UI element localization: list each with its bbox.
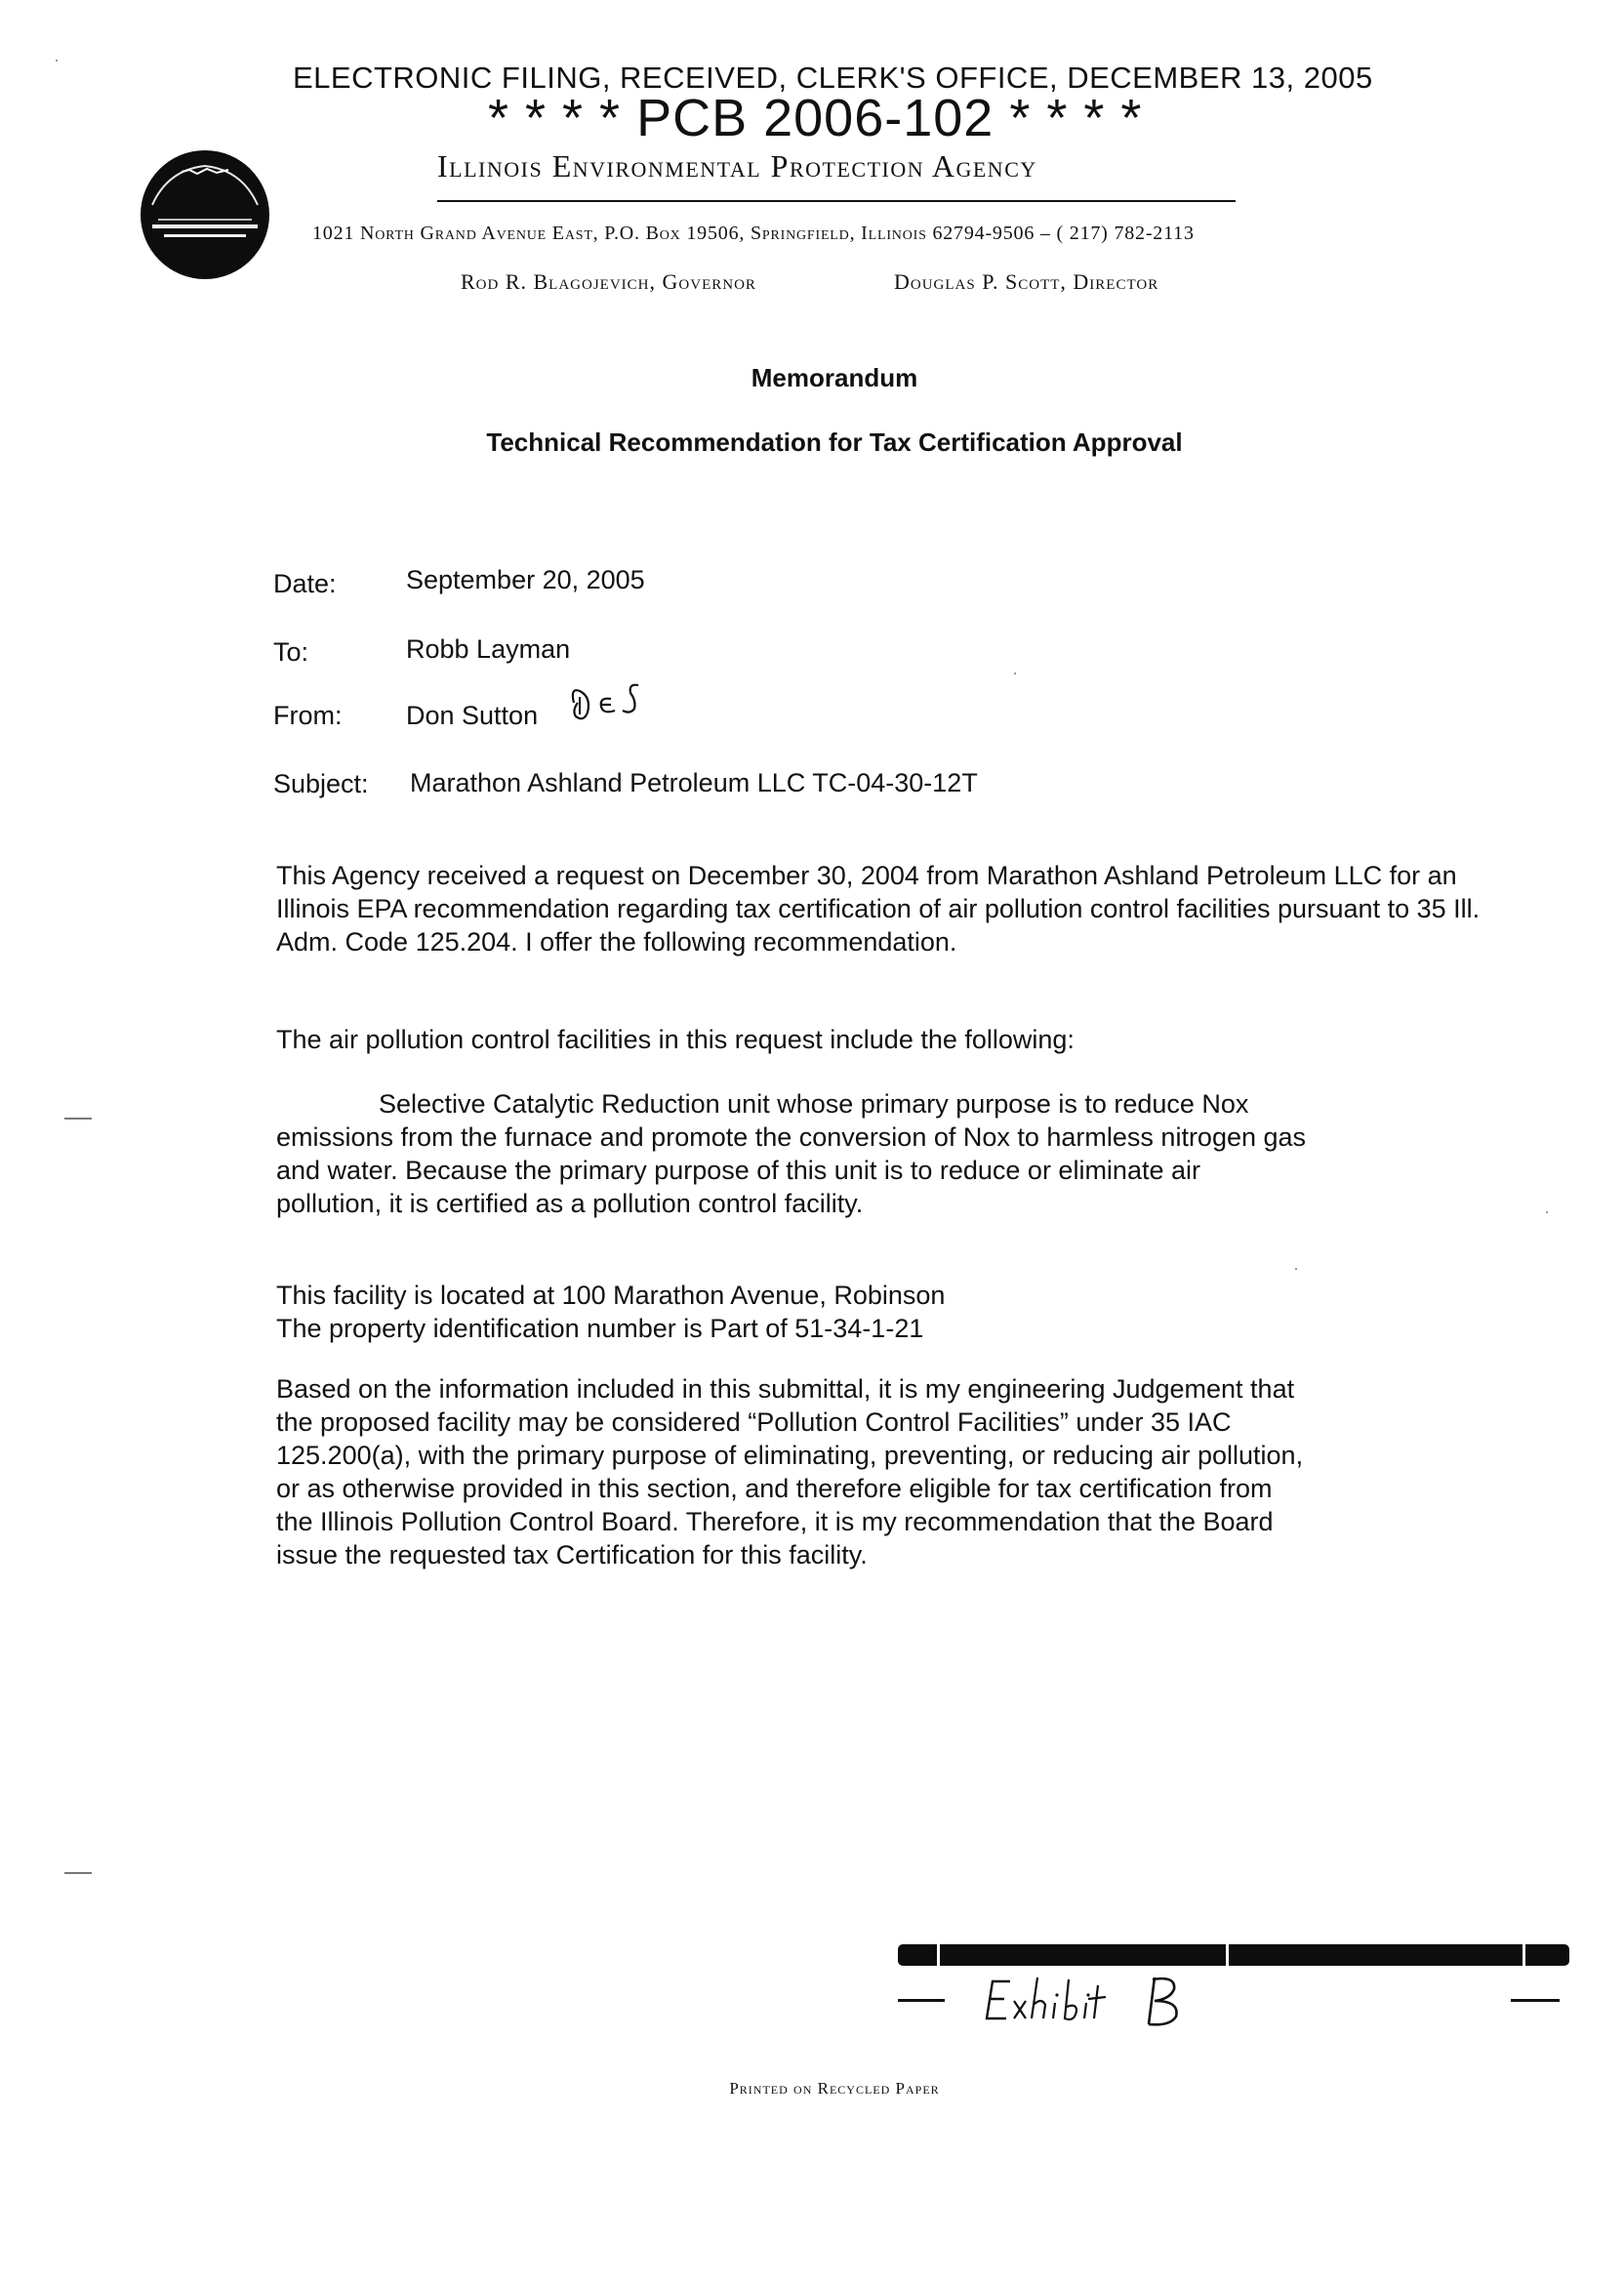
- paragraph-line: The property identification number is Part of 51-34-1-21: [276, 1314, 924, 1343]
- memo-title: Memorandum: [751, 363, 918, 392]
- handwritten-exhibit-label: [981, 1968, 1205, 2036]
- paragraph-line: issue the requested tax Certification for this facility.: [276, 1540, 868, 1569]
- paragraph-recommendation: [276, 1372, 1624, 1571]
- paragraph-line: 125.200(a), with the primary purpose of eliminating, preventing, or reducing air pollution,: [276, 1441, 1304, 1470]
- handwritten-initials: [566, 673, 654, 736]
- paragraph-facilities-intro: The air pollution control facilities in this request include the following:: [276, 1025, 1075, 1054]
- governor-name: Rod R. Blagojevich, Governor: [461, 269, 756, 294]
- agency-name: Illinois Environmental Protection Agency: [437, 148, 1037, 183]
- director-name: Douglas P. Scott, Director: [894, 269, 1159, 294]
- paragraph-line: the Illinois Pollution Control Board. Therefore, it is my recommendation that the Board: [276, 1507, 1274, 1536]
- agency-address: 1021 North Grand Avenue East, P.O. Box 19506, Springfield, Illinois 62794-9506 – ( 217) 782-2113: [312, 223, 1195, 244]
- recycled-paper-note: Printed on Recycled Paper: [729, 2079, 940, 2098]
- subject-value: Marathon Ashland Petroleum LLC TC-04-30-12T: [410, 768, 978, 797]
- letterhead-divider: [437, 200, 1236, 202]
- paragraph-line: pollution, it is certified as a pollution control facility.: [276, 1189, 864, 1218]
- paragraph-line: This Agency received a request on December 30, 2004 from Marathon Ashland Petroleum LLC for an: [276, 861, 1457, 890]
- paragraph-request: [276, 859, 1624, 958]
- to-value: Robb Layman: [406, 634, 571, 664]
- exhibit-tab-bar: [898, 1942, 1569, 1967]
- to-label: To:: [273, 637, 309, 667]
- agency-seal-logo: [139, 148, 271, 281]
- exhibit-dash-right: [1511, 1999, 1560, 2002]
- from-label: From:: [273, 701, 343, 730]
- from-value: Don Sutton: [406, 701, 539, 730]
- filing-stamp-line: ELECTRONIC FILING, RECEIVED, CLERK'S OFFICE, DECEMBER 13, 2005: [293, 61, 1373, 95]
- date-value: September 20, 2005: [406, 565, 645, 594]
- paragraph-line: and water. Because the primary purpose of this unit is to reduce or eliminate air: [276, 1156, 1200, 1185]
- paragraph-line: This facility is located at 100 Marathon Avenue, Robinson: [276, 1281, 946, 1310]
- paragraph-facility-description: [276, 1087, 1624, 1220]
- paragraph-line: Based on the information included in this submittal, it is my engineering Judgement that: [276, 1374, 1295, 1404]
- paragraph-line: or as otherwise provided in this section, and therefore eligible for tax certification from: [276, 1474, 1273, 1503]
- paragraph-line: Selective Catalytic Reduction unit whose primary purpose is to reduce Nox: [379, 1089, 1249, 1119]
- paragraph-line: the proposed facility may be considered “Pollution Control Facilities” under 35 IAC: [276, 1407, 1232, 1437]
- paragraph-line: Adm. Code 125.204. I offer the following recommendation.: [276, 927, 957, 957]
- paragraph-line: Illinois EPA recommendation regarding tax certification of air pollution control facilities pursuant to 35 Ill.: [276, 894, 1481, 923]
- case-number-stamp: * * * * PCB 2006-102 * * * *: [488, 89, 1143, 147]
- date-label: Date:: [273, 569, 337, 598]
- paragraph-location: [276, 1279, 1624, 1345]
- paragraph-line: emissions from the furnace and promote the conversion of Nox to harmless nitrogen gas: [276, 1122, 1307, 1152]
- memo-subtitle: Technical Recommendation for Tax Certification Approval: [486, 428, 1183, 457]
- subject-label: Subject:: [273, 769, 369, 798]
- exhibit-dash-left: [898, 1999, 945, 2002]
